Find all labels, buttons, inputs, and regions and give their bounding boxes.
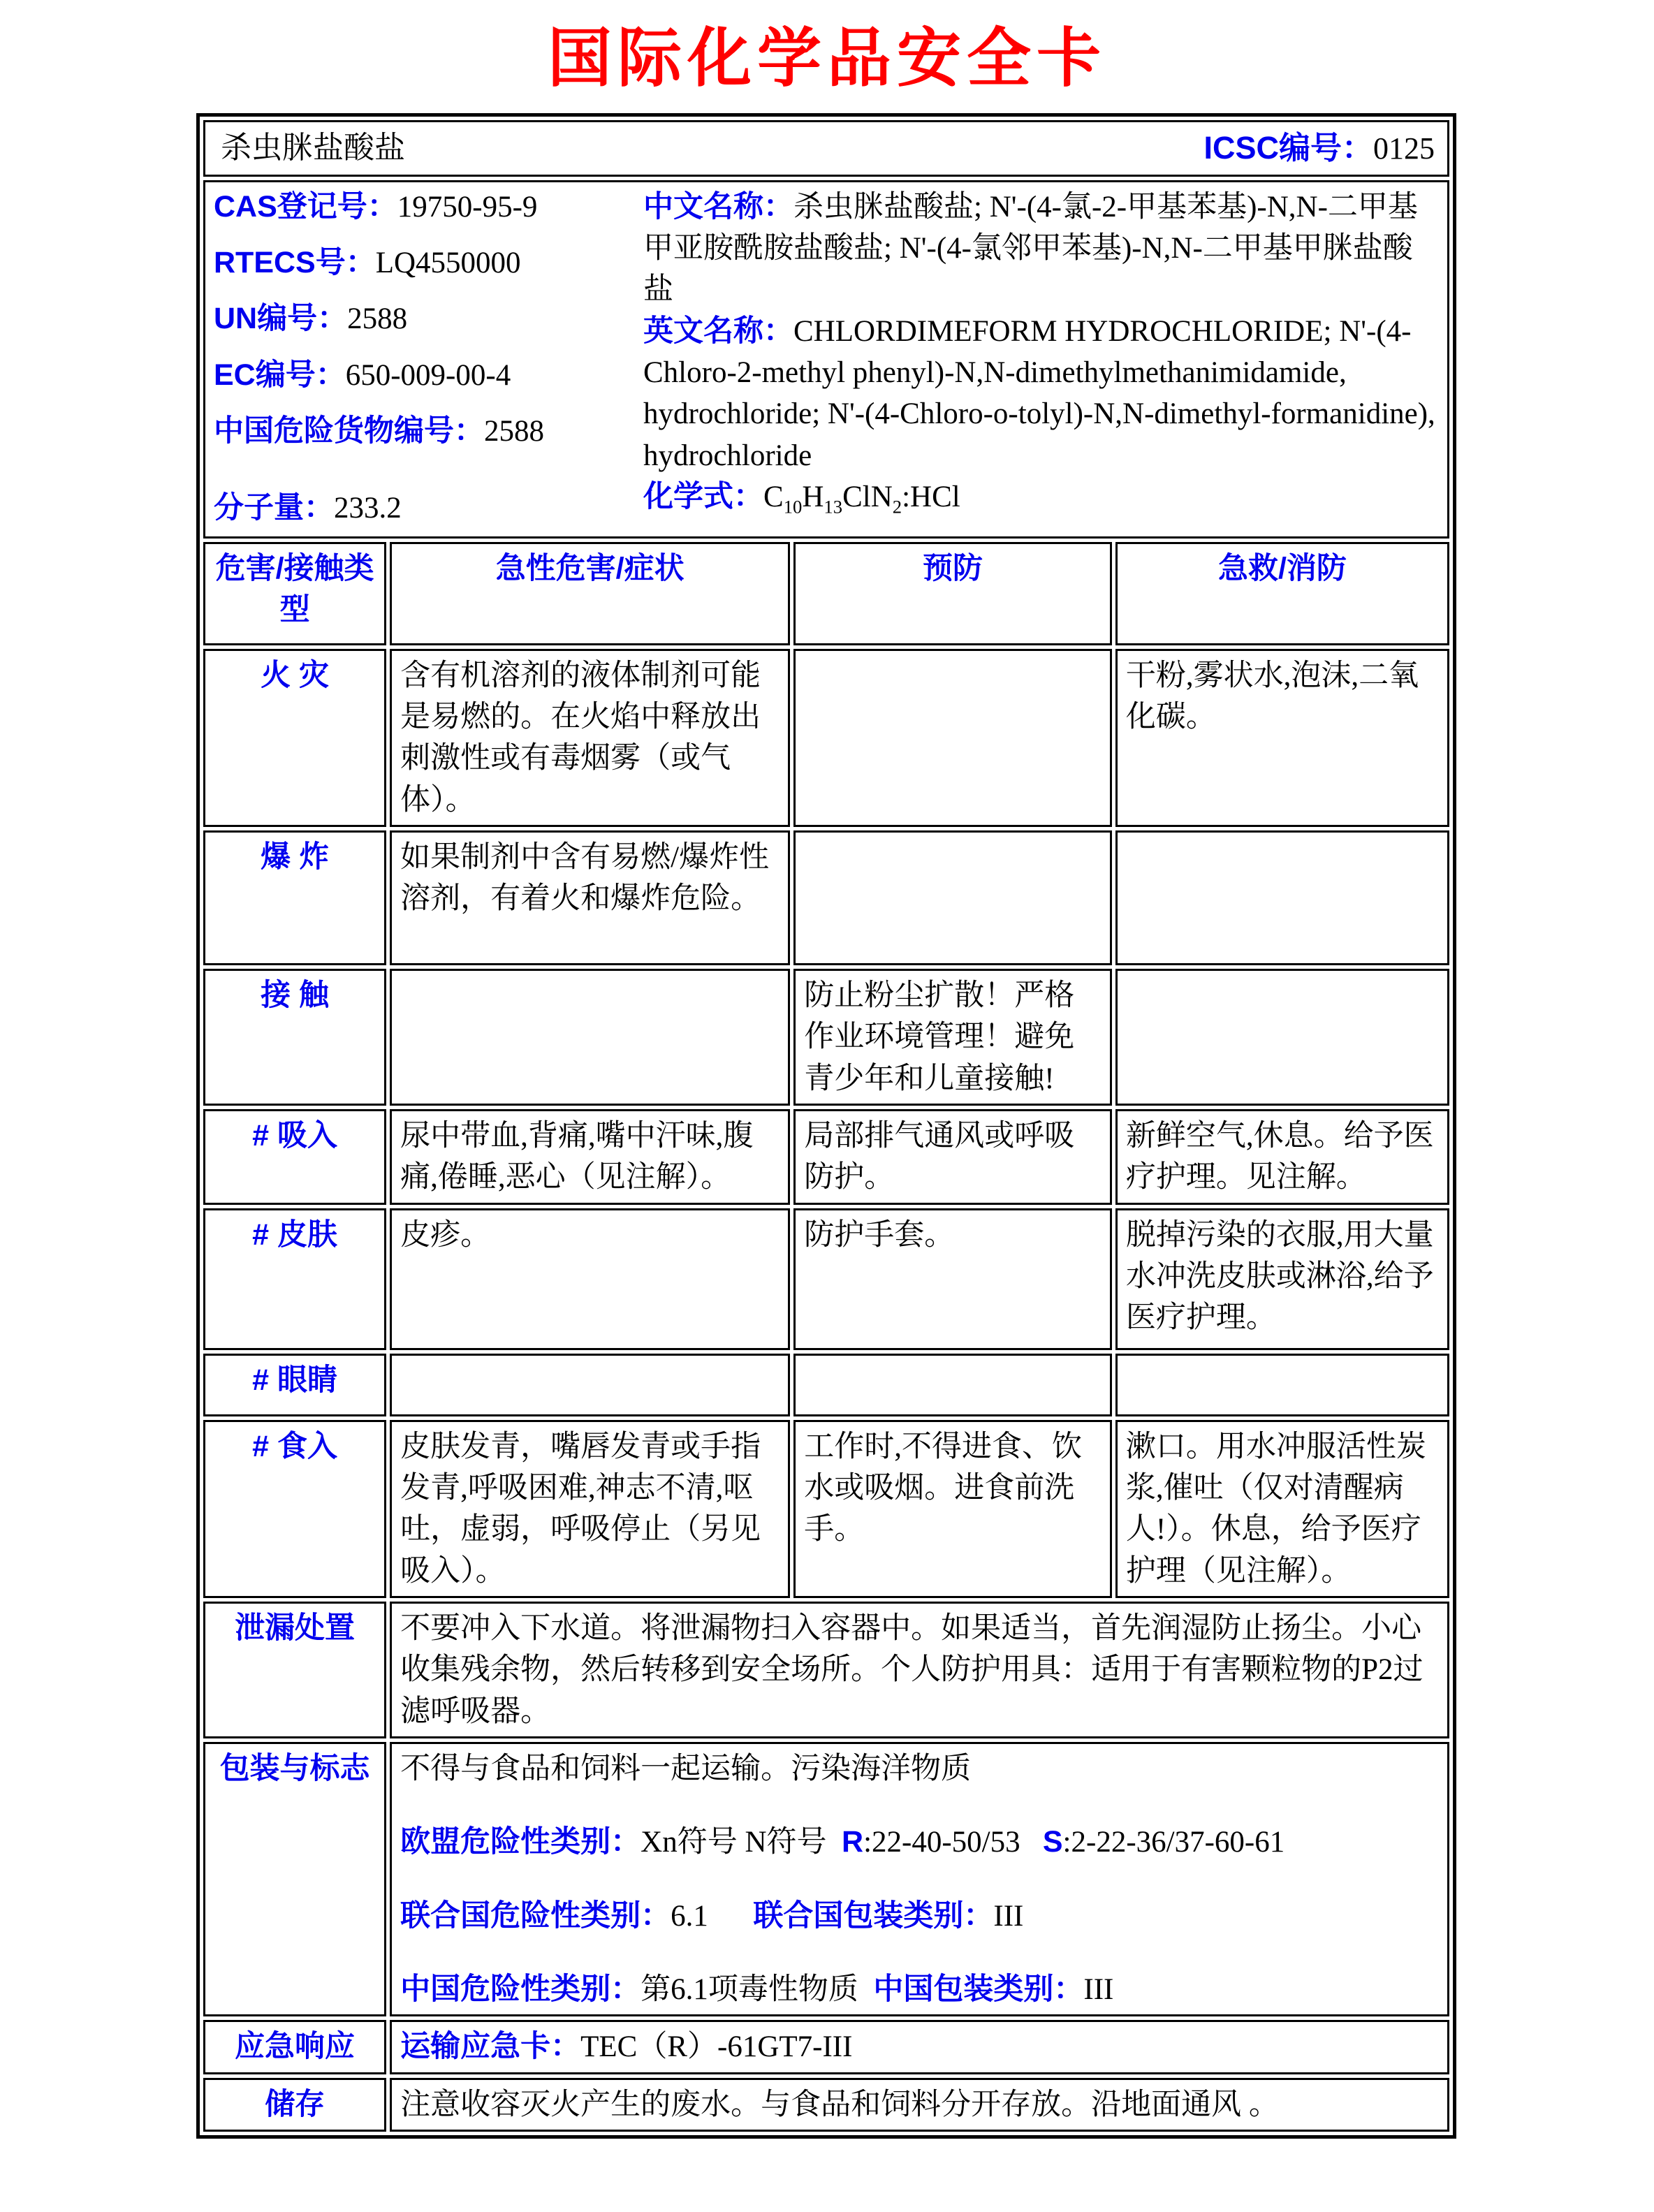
identifier-item [214,355,643,396]
prevention-cell: 工作时,不得进食、饮水或吸烟。进食前洗手。 [793,1420,1112,1598]
header-hazard-type: 危害/接触类型 [203,542,386,645]
hazard-row [203,1208,1449,1350]
section-paragraph: 联合国危险性类别：6.1 联合国包装类别：III [400,1898,1024,1933]
hazard-type-cell: 爆 炸 [203,830,386,965]
chemical-formula-label: 化学式： [643,480,763,514]
chemical-formula [643,476,1439,518]
prevention-cell [793,830,1112,965]
section-content-cell [390,2020,1449,2074]
identifier-label: 中国危险货物编号： [214,414,484,448]
header-prevention: 预防 [793,542,1112,645]
identifier-label: EC编号： [214,358,346,392]
molecular-weight-value: 233.2 [334,492,402,525]
prevention-cell: 局部排气通风或呼吸防护。 [793,1109,1112,1205]
header-first-aid: 急救/消防 [1115,542,1449,645]
hazard-type-cell: # 眼睛 [203,1354,386,1416]
hazard-type-cell: # 皮肤 [203,1208,386,1350]
section-paragraph: 不得与食品和饲料一起运输。污染海洋物质 [400,1752,972,1785]
identifier-list [214,186,643,467]
banner-row [203,120,1449,177]
hazard-header-row [203,542,1449,645]
substance-name: 杀虫脒盐酸盐 [221,131,405,165]
safety-card [196,113,1456,2139]
identifier-item [214,242,643,284]
hazard-row [203,830,1449,965]
identifier-value: 650-009-00-4 [345,358,511,392]
prevention-cell [793,649,1112,827]
hazard-row [203,969,1449,1106]
identifier-value: 2588 [347,302,408,336]
section-row [203,1602,1449,1738]
icsc-label: ICSC编号： [1203,130,1373,166]
identifier-label: UN编号： [214,302,348,336]
identifier-column [214,186,643,532]
english-name [643,311,1439,476]
identifier-value: 19750-95-9 [397,190,538,224]
hazard-type-cell: # 食入 [203,1420,386,1598]
identifier-label: RTECS号： [214,246,376,280]
page-title: 国际化学品安全卡 [547,23,1106,94]
symptoms-cell [390,1354,790,1416]
section-type-cell: 泄漏处置 [203,1602,386,1738]
section-row [203,1742,1449,2016]
first-aid-cell [1115,969,1449,1106]
hazard-row [203,1420,1449,1598]
section-type-cell: 应急响应 [203,2020,386,2074]
section-paragraph: 欧盟危险性类别：Xn符号 N符号 R:22-40-50/53 S:2-22-36/37-60-61 [400,1825,1285,1859]
section-row [203,2020,1449,2074]
identification-row [203,180,1449,539]
chemical-formula-value: $C_{10}H_{13}ClN_2:HCl$ [763,481,960,518]
icsc-number-group [1203,126,1439,170]
identifier-value: LQ4550000 [375,247,521,280]
identifier-item [214,186,643,228]
first-aid-cell [1115,1354,1449,1416]
first-aid-cell: 干粉,雾状水,泡沫,二氧化碳。 [1115,649,1449,827]
molecular-weight-label: 分子量： [214,491,334,525]
first-aid-cell [1115,830,1449,965]
section-paragraph: 运输应急卡：TEC（R）-61GT7-III [400,2030,853,2064]
molecular-weight [214,488,643,529]
hazard-row [203,1354,1449,1416]
section-paragraph: 不要冲入下水道。将泄漏物扫入容器中。如果适当，首先润湿防止扬尘。小心收集残余物，然后转移到安全场所。个人防护用具：适用于有害颗粒物的P2过滤呼吸器。 [400,1611,1424,1728]
section-type-cell: 储存 [203,2078,386,2132]
section-content-cell [390,1742,1449,2016]
chinese-name [643,186,1439,311]
banner-cell [203,120,1449,177]
identifier-item [214,298,643,339]
section-paragraph: 中国危险性类别：第6.1项毒性物质 中国包装类别：III [400,1972,1114,2006]
identifier-value: 2588 [484,415,544,448]
hazard-row [203,1109,1449,1205]
section-content-cell [390,2078,1449,2132]
symptoms-cell: 皮肤发青，嘴唇发青或手指发青,呼吸困难,神志不清,呕吐，虚弱，呼吸停止（另见吸入）。 [390,1420,790,1598]
identifier-item [214,411,643,452]
icsc-number: 0125 [1373,131,1435,166]
symptoms-cell: 皮疹。 [390,1208,790,1350]
english-name-value: CHLORDIMEFORM HYDROCHLORIDE; N'-(4-Chloro-2-methyl phenyl)-N,N-dimethylmethanimidamide, hydrochloride; N'-(4-Chloro-o-tolyl)-N,N-dimethyl-formanidine), hydrochloride [643,314,1435,472]
symptoms-cell: 如果制剂中含有易燃/爆炸性溶剂，有着火和爆炸危险。 [390,830,790,965]
first-aid-cell: 新鲜空气,休息。给予医疗护理。见注解。 [1115,1109,1449,1205]
hazard-row [203,649,1449,827]
identifier-label: CAS登记号： [214,189,397,224]
prevention-cell: 防护手套。 [793,1208,1112,1350]
identification-cell [203,180,1449,539]
chinese-name-label: 中文名称： [643,189,793,224]
hazard-type-cell: # 吸入 [203,1109,386,1205]
english-name-label: 英文名称： [643,314,793,348]
hazard-type-cell: 接 触 [203,969,386,1106]
header-symptoms: 急性危害/症状 [390,542,790,645]
names-column [643,186,1439,532]
section-row [203,2078,1449,2132]
hazard-type-cell: 火 灾 [203,649,386,827]
prevention-cell: 防止粉尘扩散！严格作业环境管理！避免青少年和儿童接触! [793,969,1112,1106]
first-aid-cell: 漱口。用水冲服活性炭浆,催吐（仅对清醒病人!）。休息，给予医疗护理（见注解）。 [1115,1420,1449,1598]
section-paragraph: 注意收容灭火产生的废水。与食品和饲料分开存放。沿地面通风 。 [400,2088,1279,2121]
first-aid-cell: 脱掉污染的衣服,用大量水冲洗皮肤或淋浴,给予医疗护理。 [1115,1208,1449,1350]
section-content-cell [390,1602,1449,1738]
symptoms-cell: 尿中带血,背痛,嘴中汗味,腹痛,倦睡,恶心（见注解）。 [390,1109,790,1205]
symptoms-cell [390,969,790,1106]
section-type-cell: 包装与标志 [203,1742,386,2016]
card-body [203,120,1449,2132]
symptoms-cell: 含有机溶剂的液体制剂可能是易燃的。在火焰中释放出刺激性或有毒烟雾（或气体）。 [390,649,790,827]
chinese-name-value: 杀虫脒盐酸盐; N'-(4-氯-2-甲基苯基)-N,N-二甲基甲亚胺酰胺盐酸盐; N'-(4-氯邻甲苯基)-N,N-二甲基甲脒盐酸盐 [643,190,1418,307]
prevention-cell [793,1354,1112,1416]
